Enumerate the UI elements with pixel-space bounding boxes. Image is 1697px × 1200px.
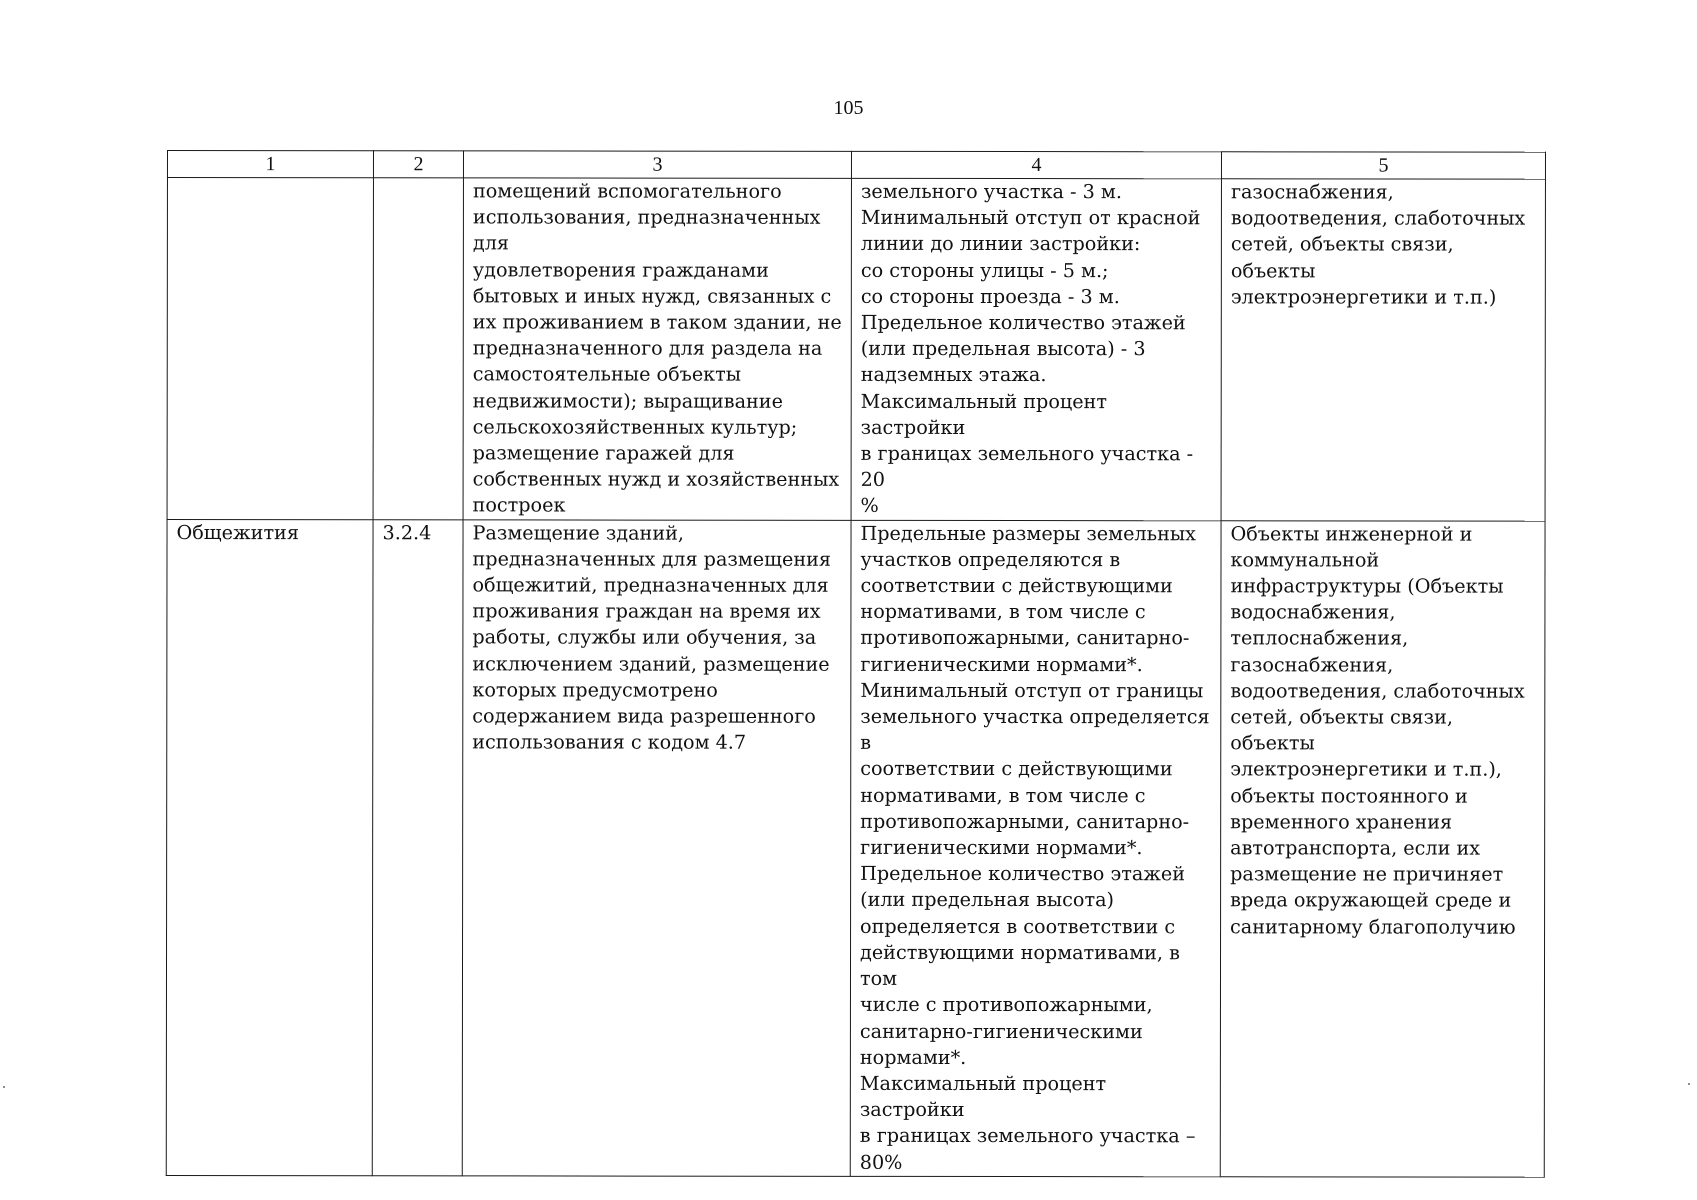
use-description-cell: помещений вспомогательного использования, предназначенных для удовлетворения гражданами бытовых и иных нужд, связанных с их проживанием в таком здании, не предназначенного для раздела на самостоятельные объекты недвижимости); выращивание сельскохозяйственных культур; размещение гаражей для собственных нужд и хозяйственных построек — [463, 178, 851, 520]
use-code-cell: 3.2.4 — [372, 519, 463, 1175]
building-parameters-cell: Предельные размеры земельных участков определяются в соответствии с действующими нормативами, в том числе с противопожарными, санитарно- гигиеническими нормами*. Минимальный отступ от границы земельного участка определяется в соответствии с действующими нормативами, в том числе с противопожарными, санитарно- гигиеническими нормами*. Предельное количество этажей (или предельная высота) определяется в соответствии с действующими нормативами, в том числе с противопожарными, санитарно-гигиеническими нормами*. Максимальный процент застройки в границах земельного участка – 80% — [850, 520, 1221, 1177]
table-row — [166, 519, 1545, 1177]
table-row — [167, 178, 1545, 521]
column-number-2: 2 — [373, 151, 463, 178]
use-description-cell: Размещение зданий, предназначенных для размещения общежитий, предназначенных для проживания граждан на время их работы, службы или обучения, за исключением зданий, размещение которых предусмотрено содержанием вида разрешенного использования с кодом 4.7 — [462, 520, 851, 1177]
use-name-cell — [167, 178, 373, 520]
building-parameters-cell: земельного участка - 3 м. Минимальный отступ от красной линии до линии застройки: со стороны улицы - 5 м.; со стороны проезда - 3 м. Предельное количество этажей (или предельная высота) - 3 надземных этажа. Максимальный процент застройки в границах земельного участка - 20 % — [851, 178, 1221, 520]
column-number-4: 4 — [851, 151, 1221, 178]
column-number-1: 1 — [167, 151, 373, 178]
page-number: 105 — [833, 97, 864, 119]
column-number-5: 5 — [1221, 152, 1545, 179]
column-number-header-row — [167, 151, 1545, 180]
use-code-cell — [373, 178, 463, 520]
scan-speck — [1688, 1083, 1690, 1085]
auxiliary-uses-cell: газоснабжения, водоотведения, слаботочных сетей, объекты связи, объекты электроэнергетики и т.п.) — [1221, 179, 1545, 521]
scan-speck — [3, 1086, 5, 1088]
land-use-table — [166, 150, 1546, 1177]
use-name-cell: Общежития — [166, 519, 373, 1175]
column-number-3: 3 — [463, 151, 851, 178]
auxiliary-uses-cell: Объекты инженерной и коммунальной инфраструктуры (Объекты водоснабжения, теплоснабжения, газоснабжения, водоотведения, слаботочных сетей, объекты связи, объекты электроэнергетики и т.п.), объекты постоянного и временного хранения автотранспорта, если их размещение не причиняет вреда окружающей среде и санитарному благополучию — [1220, 520, 1545, 1176]
